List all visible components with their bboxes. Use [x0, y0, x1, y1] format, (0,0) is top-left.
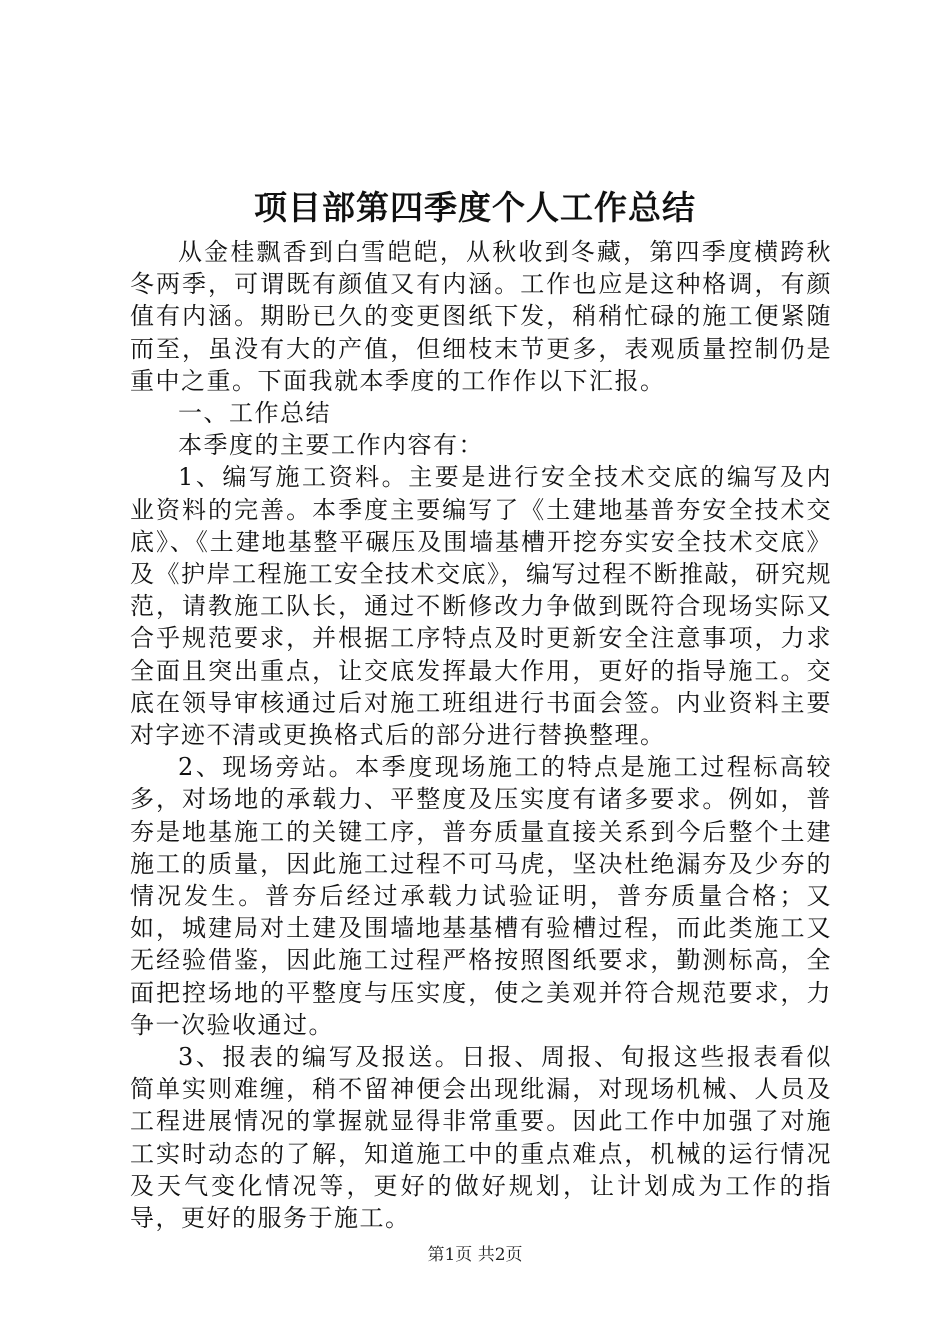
- item-2-paragraph: 2、现场旁站。本季度现场施工的特点是施工过程标高较多，对场地的承载力、平整度及压实度有诸多要求。例如，普夯是地基施工的关键工序，普夯质量直接关系到今后整个土建施工的质量，因此施工过程不可马虎，坚决杜绝漏夯及少夯的情况发生。普夯后经过承载力试验证明，普夯质量合格；又如，城建局对土建及围墙地基基槽有验槽过程，而此类施工又无经验借鉴，因此施工过程严格按照图纸要求，勤测标高，全面把控场地的平整度与压实度，使之美观并符合规范要求，力争一次验收通过。: [130, 753, 832, 1039]
- intro-paragraph: 从金桂飘香到白雪皑皑，从秋收到冬藏，第四季度横跨秋冬两季，可谓既有颜值又有内涵。工作也应是这种格调，有颜值有内涵。期盼已久的变更图纸下发，稍稍忙碌的施工便紧随而至，虽没有大的产值，但细枝末节更多，表观质量控制仍是重中之重。下面我就本季度的工作作以下汇报。: [130, 238, 832, 395]
- item-3-paragraph: 3、报表的编写及报送。日报、周报、旬报这些报表看似简单实则难缠，稍不留神便会出现纰漏，对现场机械、人员及工程进展情况的掌握就显得非常重要。因此工作中加强了对施工实时动态的了解，知道施工中的重点难点，机械的运行情况及天气变化情况等，更好的做好规划，让计划成为工作的指导，更好的服务于施工。: [130, 1043, 832, 1233]
- section-heading-work-summary: 一、工作总结: [178, 399, 331, 428]
- main-work-intro: 本季度的主要工作内容有：: [178, 431, 484, 460]
- document-body: [130, 236, 832, 1234]
- document-title: 项目部第四季度个人工作总结: [254, 188, 696, 227]
- page-footer: 第1页 共2页: [427, 1245, 523, 1265]
- item-1-paragraph: 1、编写施工资料。主要是进行安全技术交底的编写及内业资料的完善。本季度主要编写了《土建地基普夯安全技术交底》、《土建地基整平碾压及围墙基槽开挖夯实安全技术交底》及《护岸工程施工安全技术交底》，编写过程不断推敲，研究规范，请教施工队长，通过不断修改力争做到既符合现场实际又合乎规范要求，并根据工序特点及时更新安全注意事项，力求全面且突出重点，让交底发挥最大作用，更好的指导施工。交底在领导审核通过后对施工班组进行书面会签。内业资料主要对字迹不清或更换格式后的部分进行替换整理。: [130, 463, 832, 750]
